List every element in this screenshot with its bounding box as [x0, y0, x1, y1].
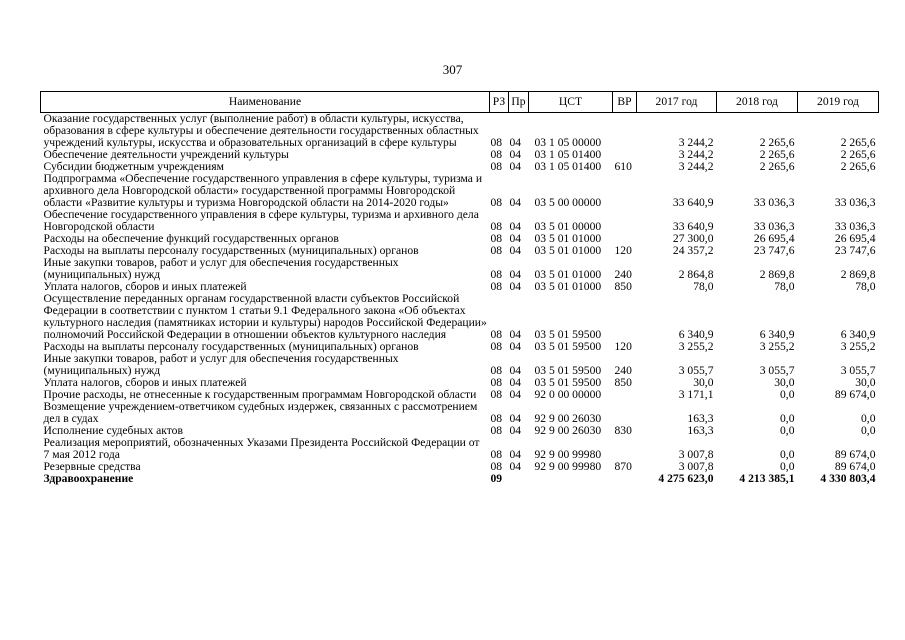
row-value-2018: 2 869,8 — [759, 268, 795, 281]
row-name: Обеспечение деятельности учреждений культуры — [43, 148, 289, 161]
row-value-2017: 163,3 — [687, 412, 714, 425]
row-value-2017: 3 055,7 — [678, 364, 714, 377]
row-value-2017: 3 007,8 — [678, 460, 714, 473]
row-vr: 850 — [614, 280, 632, 293]
row-pr: 04 — [509, 280, 522, 293]
row-pr: 04 — [509, 232, 522, 245]
row-name: Реализация мероприятий, обозначенных Указами Президента Российской Федерации от 7 мая 2012 года — [43, 436, 480, 461]
row-cst: 03 1 05 00000 — [534, 136, 602, 149]
row-value-2017: 6 340,9 — [678, 328, 714, 341]
row-cst: 03 5 01 01000 — [534, 244, 602, 257]
row-value-2019: 33 036,3 — [834, 220, 876, 233]
row-pr: 04 — [509, 460, 522, 473]
row-vr: 830 — [614, 424, 632, 437]
table-row — [41, 437, 879, 461]
row-cst: 03 5 01 59500 — [534, 328, 602, 341]
header-vr: ВР — [613, 92, 637, 113]
row-vr: 870 — [614, 460, 632, 473]
row-value-2017: 2 864,8 — [678, 268, 714, 281]
row-rz: 08 — [490, 388, 503, 401]
row-vr: 240 — [614, 364, 632, 377]
header-2019: 2019 год — [798, 92, 879, 113]
row-value-2019: 23 747,6 — [834, 244, 876, 257]
row-value-2019: 89 674,0 — [834, 460, 876, 473]
row-cst: 92 9 00 99980 — [534, 448, 602, 461]
row-pr: 04 — [509, 448, 522, 461]
row-value-2019: 89 674,0 — [834, 388, 876, 401]
row-rz: 08 — [490, 424, 503, 437]
row-cst: 92 0 00 00000 — [534, 388, 602, 401]
row-cst: 03 5 01 01000 — [534, 232, 602, 245]
row-value-2018: 33 036,3 — [753, 196, 795, 209]
row-cst: 92 9 00 99980 — [534, 460, 602, 473]
row-value-2019: 89 674,0 — [834, 448, 876, 461]
header-pr: Пр — [509, 92, 529, 113]
row-pr: 04 — [509, 244, 522, 257]
row-name: Резервные средства — [43, 460, 141, 473]
budget-table — [40, 91, 879, 485]
row-name: Расходы на выплаты персоналу государственных (муниципальных) органов — [43, 244, 419, 257]
row-value-2017: 33 640,9 — [672, 196, 714, 209]
row-vr — [613, 293, 637, 341]
row-value-2017: 78,0 — [693, 280, 714, 293]
row-value-2018: 0,0 — [780, 424, 795, 437]
page-number: 307 — [442, 62, 463, 77]
row-name: Обеспечение государственного управления в сфере культуры, туризма и архивного дела Новгородской области — [43, 208, 479, 233]
table-row — [41, 353, 879, 377]
row-value-2019: 2 265,6 — [840, 136, 876, 149]
row-value-2019: 2 265,6 — [840, 160, 876, 173]
row-value-2017: 4 275 623,0 — [658, 472, 714, 485]
row-cst: 03 5 01 59500 — [534, 364, 602, 377]
row-value-2017: 33 640,9 — [672, 220, 714, 233]
row-cst: 03 5 00 00000 — [534, 196, 602, 209]
row-value-2017: 30,0 — [693, 376, 714, 389]
row-name: Иные закупки товаров, работ и услуг для обеспечения государственных (муниципальных) нужд — [43, 256, 399, 281]
row-name: Иные закупки товаров, работ и услуг для обеспечения государственных (муниципальных) нужд — [43, 352, 399, 377]
table-header-row — [41, 92, 879, 113]
row-value-2019: 0,0 — [861, 424, 876, 437]
row-rz: 08 — [490, 412, 503, 425]
row-value-2017: 24 357,2 — [672, 244, 714, 257]
row-value-2017: 163,3 — [687, 424, 714, 437]
row-name: Подпрограмма «Обеспечение государственного управления в сфере культуры, туризма и архивного дела Новгородской области» государственной программы Новгородской области «Развитие культуры и туризма Новгородской области на 2014-2020 годы» — [43, 172, 483, 209]
row-cst: 03 5 01 01000 — [534, 268, 602, 281]
table-row — [41, 473, 879, 485]
row-value-2019: 0,0 — [861, 412, 876, 425]
row-pr: 04 — [509, 340, 522, 353]
row-pr: 04 — [509, 220, 522, 233]
row-value-2018: 3 255,2 — [759, 340, 795, 353]
row-name: Расходы на обеспечение функций государственных органов — [43, 232, 339, 245]
row-cst: 92 9 00 26030 — [534, 424, 602, 437]
row-value-2019: 4 330 803,4 — [820, 472, 876, 485]
row-name: Расходы на выплаты персоналу государственных (муниципальных) органов — [43, 340, 419, 353]
row-value-2019: 78,0 — [855, 280, 876, 293]
row-name: Оказание государственных услуг (выполнение работ) в области культуры, искусства, образования в сфере культуры и обеспечение деятельности государственных областных учреждений культуры, искусства и образовательных организаций в сфере культуры — [43, 112, 479, 149]
row-value-2018: 23 747,6 — [753, 244, 795, 257]
row-rz: 08 — [490, 160, 503, 173]
row-cst: 03 5 01 01000 — [534, 280, 602, 293]
row-value-2018: 2 265,6 — [759, 136, 795, 149]
row-vr — [613, 113, 637, 150]
row-value-2018: 3 055,7 — [759, 364, 795, 377]
row-vr — [613, 173, 637, 209]
row-value-2018: 4 213 385,1 — [739, 472, 795, 485]
row-rz: 08 — [490, 196, 503, 209]
row-value-2018: 33 036,3 — [753, 220, 795, 233]
row-value-2019: 30,0 — [855, 376, 876, 389]
table-row — [41, 257, 879, 281]
row-vr — [613, 401, 637, 425]
row-value-2018: 0,0 — [780, 388, 795, 401]
row-rz: 08 — [490, 220, 503, 233]
row-value-2018: 30,0 — [774, 376, 795, 389]
row-cst — [529, 473, 613, 485]
row-rz: 08 — [490, 232, 503, 245]
row-value-2017: 3 171,1 — [678, 388, 714, 401]
header-2017: 2017 год — [637, 92, 717, 113]
row-pr: 04 — [509, 196, 522, 209]
row-value-2018: 2 265,6 — [759, 148, 795, 161]
row-rz: 08 — [490, 328, 503, 341]
row-cst: 03 1 05 01400 — [534, 160, 602, 173]
row-value-2017: 3 255,2 — [678, 340, 714, 353]
row-value-2018: 0,0 — [780, 412, 795, 425]
row-value-2018: 2 265,6 — [759, 160, 795, 173]
row-value-2019: 33 036,3 — [834, 196, 876, 209]
row-cst: 92 9 00 26030 — [534, 412, 602, 425]
row-value-2018: 6 340,9 — [759, 328, 795, 341]
row-value-2017: 3 244,2 — [678, 148, 714, 161]
row-value-2019: 2 265,6 — [840, 148, 876, 161]
row-pr: 04 — [509, 136, 522, 149]
header-name: Наименование — [41, 92, 490, 113]
row-rz: 08 — [490, 340, 503, 353]
row-rz: 08 — [490, 136, 503, 149]
row-pr: 04 — [509, 160, 522, 173]
row-name: Уплата налогов, сборов и иных платежей — [43, 280, 247, 293]
row-pr: 04 — [509, 364, 522, 377]
row-pr: 04 — [509, 148, 522, 161]
row-rz: 08 — [490, 364, 503, 377]
row-name: Возмещение учреждением-ответчиком судебных издержек, связанных с рассмотрением дел в судах — [43, 400, 478, 425]
row-value-2017: 3 244,2 — [678, 160, 714, 173]
row-name: Здравоохранение — [43, 472, 134, 485]
row-cst: 03 5 01 59500 — [534, 376, 602, 389]
row-rz: 08 — [490, 148, 503, 161]
table-body — [41, 113, 879, 486]
row-value-2019: 26 695,4 — [834, 232, 876, 245]
row-value-2018: 0,0 — [780, 460, 795, 473]
table-row — [41, 293, 879, 341]
header-rz: РЗ — [490, 92, 509, 113]
row-name: Исполнение судебных актов — [43, 424, 183, 437]
row-name: Прочие расходы, не отнесенные к государственным программам Новгородской области — [43, 388, 477, 401]
row-rz: 08 — [490, 460, 503, 473]
row-rz: 08 — [490, 376, 503, 389]
row-value-2018: 78,0 — [774, 280, 795, 293]
row-value-2018: 0,0 — [780, 448, 795, 461]
row-cst: 03 5 01 59500 — [534, 340, 602, 353]
row-vr — [613, 473, 637, 485]
row-vr — [613, 209, 637, 233]
row-vr: 610 — [614, 160, 632, 173]
table-row — [41, 209, 879, 233]
row-rz: 08 — [490, 244, 503, 257]
row-value-2018: 26 695,4 — [753, 232, 795, 245]
row-value-2017: 3 007,8 — [678, 448, 714, 461]
row-vr: 120 — [614, 340, 632, 353]
row-value-2017: 3 244,2 — [678, 136, 714, 149]
row-vr — [613, 437, 637, 461]
row-pr: 04 — [509, 376, 522, 389]
row-value-2019: 6 340,9 — [840, 328, 876, 341]
row-pr: 04 — [509, 412, 522, 425]
row-vr — [613, 389, 637, 401]
row-pr: 04 — [509, 268, 522, 281]
row-value-2017: 27 300,0 — [672, 232, 714, 245]
row-pr: 04 — [509, 388, 522, 401]
row-name: Осуществление переданных органам государственной власти субъектов Российской Федерации в соответствии с пунктом 1 статьи 9.1 Федерального закона «Об объектах культурного наследия (памятниках истории и культуры) народов Российской Федерации» полномочий Российской Федерации в отношении объектов культурного наследия — [43, 292, 487, 341]
row-name: Субсидии бюджетным учреждениям — [43, 160, 224, 173]
row-rz: 09 — [490, 472, 503, 485]
row-rz: 08 — [490, 268, 503, 281]
row-value-2019: 2 869,8 — [840, 268, 876, 281]
row-pr: 04 — [509, 424, 522, 437]
table-row — [41, 113, 879, 150]
table-row — [41, 173, 879, 209]
row-cst: 03 1 05 01400 — [534, 148, 602, 161]
header-2018: 2018 год — [717, 92, 798, 113]
row-pr: 04 — [509, 328, 522, 341]
header-cst: ЦСТ — [529, 92, 613, 113]
row-value-2019: 3 055,7 — [840, 364, 876, 377]
row-value-2019: 3 255,2 — [840, 340, 876, 353]
row-name: Уплата налогов, сборов и иных платежей — [43, 376, 247, 389]
row-vr: 240 — [614, 268, 632, 281]
row-vr: 850 — [614, 376, 632, 389]
row-cst: 03 5 01 00000 — [534, 220, 602, 233]
row-pr — [509, 473, 529, 485]
row-rz: 08 — [490, 280, 503, 293]
row-vr: 120 — [614, 244, 632, 257]
table-row — [41, 401, 879, 425]
row-rz: 08 — [490, 448, 503, 461]
